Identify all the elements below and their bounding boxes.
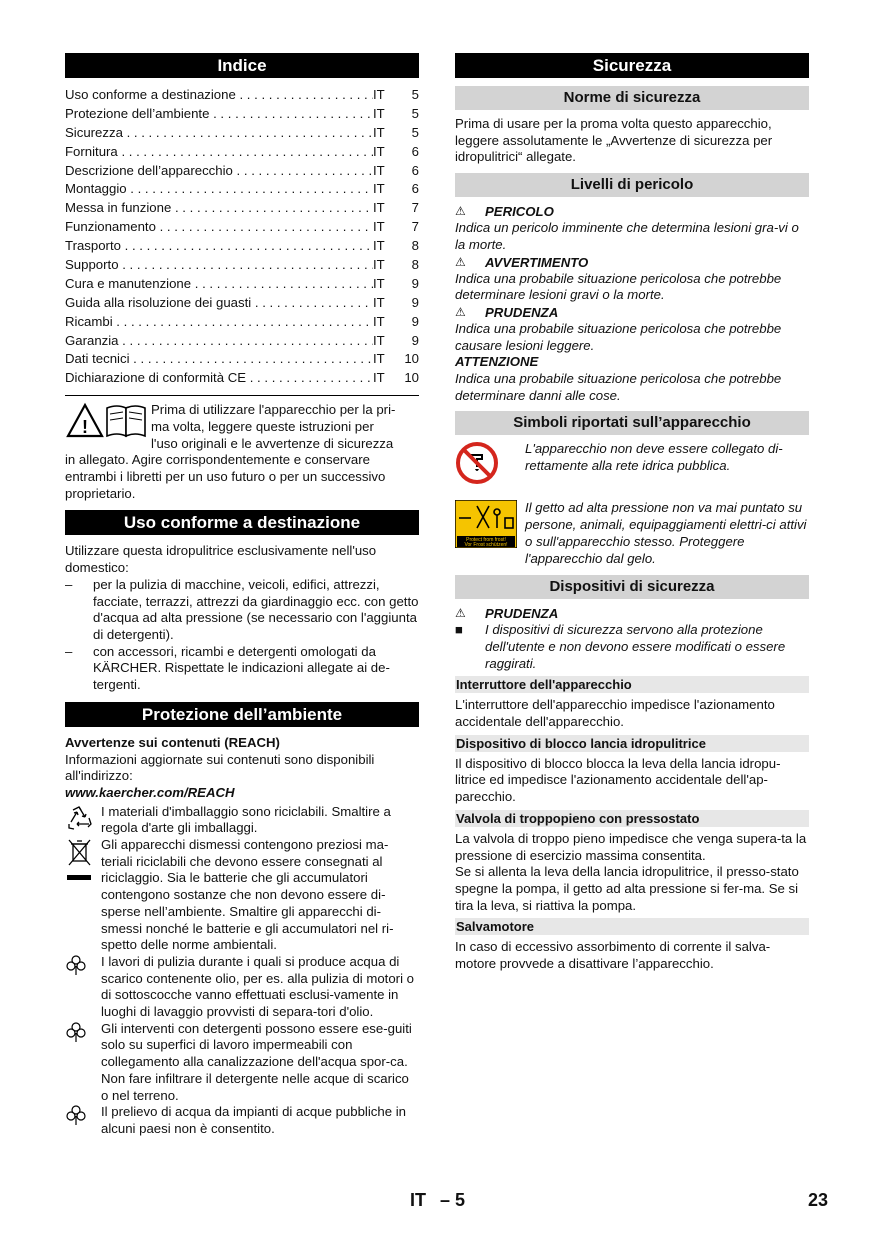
toc-title: Descrizione dell’apparecchio . . . (65, 162, 373, 181)
toc-page: 7 (411, 219, 419, 235)
high-pressure-warning-icon (455, 500, 525, 567)
level-warning: ⚠ AVVERTIMENTO (455, 254, 589, 270)
toc-entry[interactable] (65, 275, 419, 294)
toc-title: Supporto . . . (65, 256, 373, 275)
environment-icon (65, 954, 101, 1021)
devices-heading: Dispositivi di sicurezza (455, 575, 809, 599)
toc-title: Messa in funzione . . . (65, 199, 373, 218)
toc-lang: IT (373, 143, 385, 159)
toc-entry[interactable] (65, 86, 419, 105)
toc-page: 7 (411, 200, 419, 216)
motor-heading: Salvamotore (455, 918, 809, 935)
toc-page: 6 (411, 162, 419, 178)
switch-text: L'interruttore dell'apparecchio impedisce l'azionamento accidentale dell'apparecchio. (455, 697, 775, 730)
intro-line-2: ma volta, leggere queste istruzioni per (151, 418, 374, 434)
devices-bullet: ■ I dispositivi di sicurezza servono alla protezione dell'utente e non devono essere modificati o essere raggirati. (455, 622, 786, 671)
footer-lang: IT (410, 1190, 426, 1210)
environment-heading: Protezione dell’ambiente (65, 702, 419, 727)
reach-url: www.kaercher.com/REACH (65, 784, 235, 800)
lock-heading: Dispositivo di blocco lancia idropulitrice (455, 735, 809, 752)
level-warning-text: Indica una probabile situazione pericolosa che potrebbe determinare lesioni gravi o la morte. (455, 270, 782, 303)
toc-entry[interactable] (65, 143, 419, 162)
toc-lang: IT (373, 313, 385, 329)
toc-lang: IT (373, 219, 385, 235)
use-item-1: – per la pulizia di macchine, veicoli, edifici, attrezzi, facciate, terrazzi, attrezzi da giardinaggio ecc. con getto d'acqua ad alta pressione (se necessario con l'aggiunta di detergenti). (65, 576, 419, 642)
left-column (65, 53, 419, 1138)
level-caution: ⚠ PRUDENZA (455, 304, 559, 320)
warning-triangle-icon: ⚠ (455, 606, 466, 621)
toc-title: Garanzia . . . (65, 332, 373, 351)
symbol-no-public-water: L'apparecchio non deve essere collegato di-rettamente alla rete idrica pubblica. (455, 441, 809, 488)
switch-heading: Interruttore dell'apparecchio (455, 676, 809, 693)
warning-triangle-icon: ⚠ (455, 254, 466, 269)
warning-triangle-icon: ⚠ (455, 304, 466, 319)
env-item-weee: Gli apparecchi dismessi contengono preziosi ma-teriali riciclabili che devono essere consegnati al riciclaggio. Sia le batterie che gli accumulatori contengono sostanze che non devono essere di-sperse nell’ambiente. Smaltire gli apparecchi di-smessi nonché le batterie e gli accumulatori nel ri-spetto delle norme ambientali. (65, 837, 419, 954)
intro-line-1: Prima di utilizzare l'apparecchio per la pri- (151, 402, 396, 418)
env-item-recycle: I materiali d'imballaggio sono riciclabili. Smaltire a regola d'arte gli imballaggi. (65, 804, 419, 837)
toc-page: 9 (411, 275, 419, 291)
toc-page: 10 (404, 370, 419, 386)
recycle-icon (65, 804, 101, 837)
valve-text-2: Se si allenta la leva della lancia idropulitrice, il presso-stato spegne la pompa, il getto ad alta pressione si fer-ma. Se si tira la leva, si riattiva la pompa. (455, 864, 799, 913)
toc-lang: IT (373, 275, 385, 291)
toc-lang: IT (373, 351, 385, 367)
environment-icon (65, 1104, 101, 1137)
valve-text-1: La valvola di troppo pieno impedisce che venga supera-ta la pressione di esercizio massima consentita. (455, 830, 807, 863)
toc-entry[interactable] (65, 199, 419, 218)
toc-title: Uso conforme a destinazione . . . (65, 86, 373, 105)
toc-page: 5 (411, 105, 419, 121)
toc-page: 9 (411, 313, 419, 329)
svg-text:!: ! (82, 417, 88, 438)
toc-lang: IT (373, 124, 385, 140)
level-attention-text: Indica una probabile situazione pericolosa che potrebbe determinare danni alle cose. (455, 371, 782, 403)
toc-title: Dichiarazione di conformità CE . . . (65, 369, 373, 388)
env-item-oil: I lavori di pulizia durante i quali si produce acqua di scarico contenente olio, per es. alla pulizia di motori o di sottoscocche vanno effettuati esclusi-vamente in luoghi di lavaggio provvisti di separa-tori d'olio. (65, 954, 419, 1021)
footer-page: – 5 (440, 1190, 466, 1210)
toc-page: 9 (411, 294, 419, 310)
index-heading: Indice (65, 53, 419, 78)
lock-text: Il dispositivo di blocco blocca la leva della lancia idropu-litrice ed impedisce l'azionamento accidentale dell'ap-parecchio. (455, 755, 781, 805)
toc-entry[interactable] (65, 124, 419, 143)
svg-text:Protect from frost!: Protect from frost! (466, 537, 506, 544)
toc-lang: IT (373, 332, 385, 348)
environment-icon (65, 1021, 101, 1105)
level-danger-text: Indica un pericolo imminente che determina lesioni gra-vi o la morte. (455, 220, 799, 252)
divider (65, 395, 419, 396)
env-item-water: Il prelievo di acqua da impianti di acque pubbliche in alcuni paesi non è consentito. (65, 1104, 419, 1137)
toc-title: Fornitura . . . (65, 143, 373, 162)
toc-lang: IT (373, 257, 385, 273)
toc-lang: IT (373, 162, 385, 178)
toc-page: 6 (411, 181, 419, 197)
toc-entry[interactable] (65, 313, 419, 332)
reach-text: Informazioni aggiornate sui contenuti sono disponibili all'indirizzo: (65, 751, 375, 784)
manual-notice (65, 402, 419, 452)
toc-entry[interactable] (65, 256, 419, 275)
motor-text: In caso di eccessivo assorbimento di corrente il salva-motore provvede a disattivare l’apparecchio. (455, 939, 771, 972)
use-heading: Uso conforme a destinazione (65, 510, 419, 535)
intro-line-3: l'uso originali e le avvertenze di sicurezza (151, 435, 394, 451)
level-danger: ⚠ PERICOLO (455, 204, 554, 220)
env-item-detergent: Gli interventi con detergenti possono essere ese-guiti solo su superfici di lavoro impermeabili con collegamento alla canalizzazione dell'acqua spor-ca. Non fare infiltrare il detergente nelle acque di scarico o nel terreno. (65, 1021, 419, 1105)
norms-text: Prima di usare per la proma volta questo apparecchio, leggere assolutamente le „Avvertenze di sicurezza per idropulitrici“ allegate. (455, 116, 773, 165)
toc-title: Trasporto . . . (65, 237, 373, 256)
toc-entry[interactable] (65, 369, 419, 388)
toc-page: 8 (411, 257, 419, 273)
toc-lang: IT (373, 181, 385, 197)
intro-rest: in allegato. Agire corrispondentemente e conservare entrambi i libretti per un uso futuro o per un successivo proprietario. (65, 452, 386, 501)
toc-title: Ricambi . . . (65, 313, 373, 332)
devices-warning: ⚠ PRUDENZA (455, 606, 559, 622)
valve-heading: Valvola di troppopieno con pressostato (455, 810, 809, 827)
levels-heading: Livelli di pericolo (455, 173, 809, 197)
warning-triangle-icon: ⚠ (455, 204, 466, 219)
warning-book-icon (65, 402, 151, 452)
toc-entry[interactable] (65, 294, 419, 313)
toc-page: 5 (411, 124, 419, 140)
toc-entry[interactable] (65, 237, 419, 256)
toc-lang: IT (373, 370, 385, 386)
toc-title: Funzionamento . . . (65, 218, 373, 237)
toc-page: 8 (411, 238, 419, 254)
toc-page: 6 (411, 143, 419, 159)
toc-entry[interactable] (65, 105, 419, 124)
toc-entry[interactable] (65, 332, 419, 351)
toc-lang: IT (373, 105, 385, 121)
footer-page-number: 23 (808, 1190, 829, 1210)
use-item-2: – con accessori, ricambi e detergenti omologati da KÄRCHER. Rispettate le indicazioni allegate ai de-tergenti. (65, 643, 390, 693)
toc-title: Montaggio . . . (65, 180, 373, 199)
toc-title: Guida alla risoluzione dei guasti . . . (65, 294, 373, 313)
square-bullet-icon: ■ (455, 622, 463, 638)
toc-entry[interactable] (65, 350, 419, 369)
table-of-contents (65, 86, 419, 388)
toc-title: Cura e manutenzione . . . (65, 275, 373, 294)
toc-lang: IT (373, 238, 385, 254)
toc-page: 10 (404, 351, 419, 367)
toc-lang: IT (373, 200, 385, 216)
toc-lang: IT (373, 294, 385, 310)
toc-entry[interactable] (65, 162, 419, 181)
toc-title: Protezione dell’ambiente . . . (65, 105, 373, 124)
symbols-heading: Simboli riportati sull’apparecchio (455, 411, 809, 435)
toc-title: Dati tecnici . . . (65, 350, 373, 369)
toc-page: 9 (411, 332, 419, 348)
level-attention: ATTENZIONE (455, 354, 539, 370)
symbol-high-pressure: Protect from frost! Vor Frost schützen! Il getto ad alta pressione non va mai puntato su persone, animali, equipaggiamenti elettri-ci attivi o sull'apparecchio stesso. Proteggere l'apparecchio dal gelo. (455, 500, 809, 567)
right-column (455, 53, 809, 973)
reach-title: Avvertenze sui contenuti (REACH) (65, 734, 280, 750)
safety-heading: Sicurezza (455, 53, 809, 78)
toc-page: 5 (411, 87, 419, 102)
toc-title: Sicurezza . . . (65, 124, 373, 143)
use-text: Utilizzare questa idropulitrice esclusivamente nell'uso domestico: (65, 543, 377, 576)
svg-text:Vor Frost schützen!: Vor Frost schützen! (464, 542, 508, 549)
level-caution-text: Indica una probabile situazione pericolosa che potrebbe causare lesioni leggere. (455, 320, 782, 353)
crossed-bin-icon (65, 837, 101, 954)
toc-entry[interactable] (65, 180, 419, 199)
toc-lang: IT (373, 87, 385, 102)
no-water-connection-icon (455, 441, 525, 488)
toc-entry[interactable] (65, 218, 419, 237)
norms-heading: Norme di sicurezza (455, 86, 809, 110)
